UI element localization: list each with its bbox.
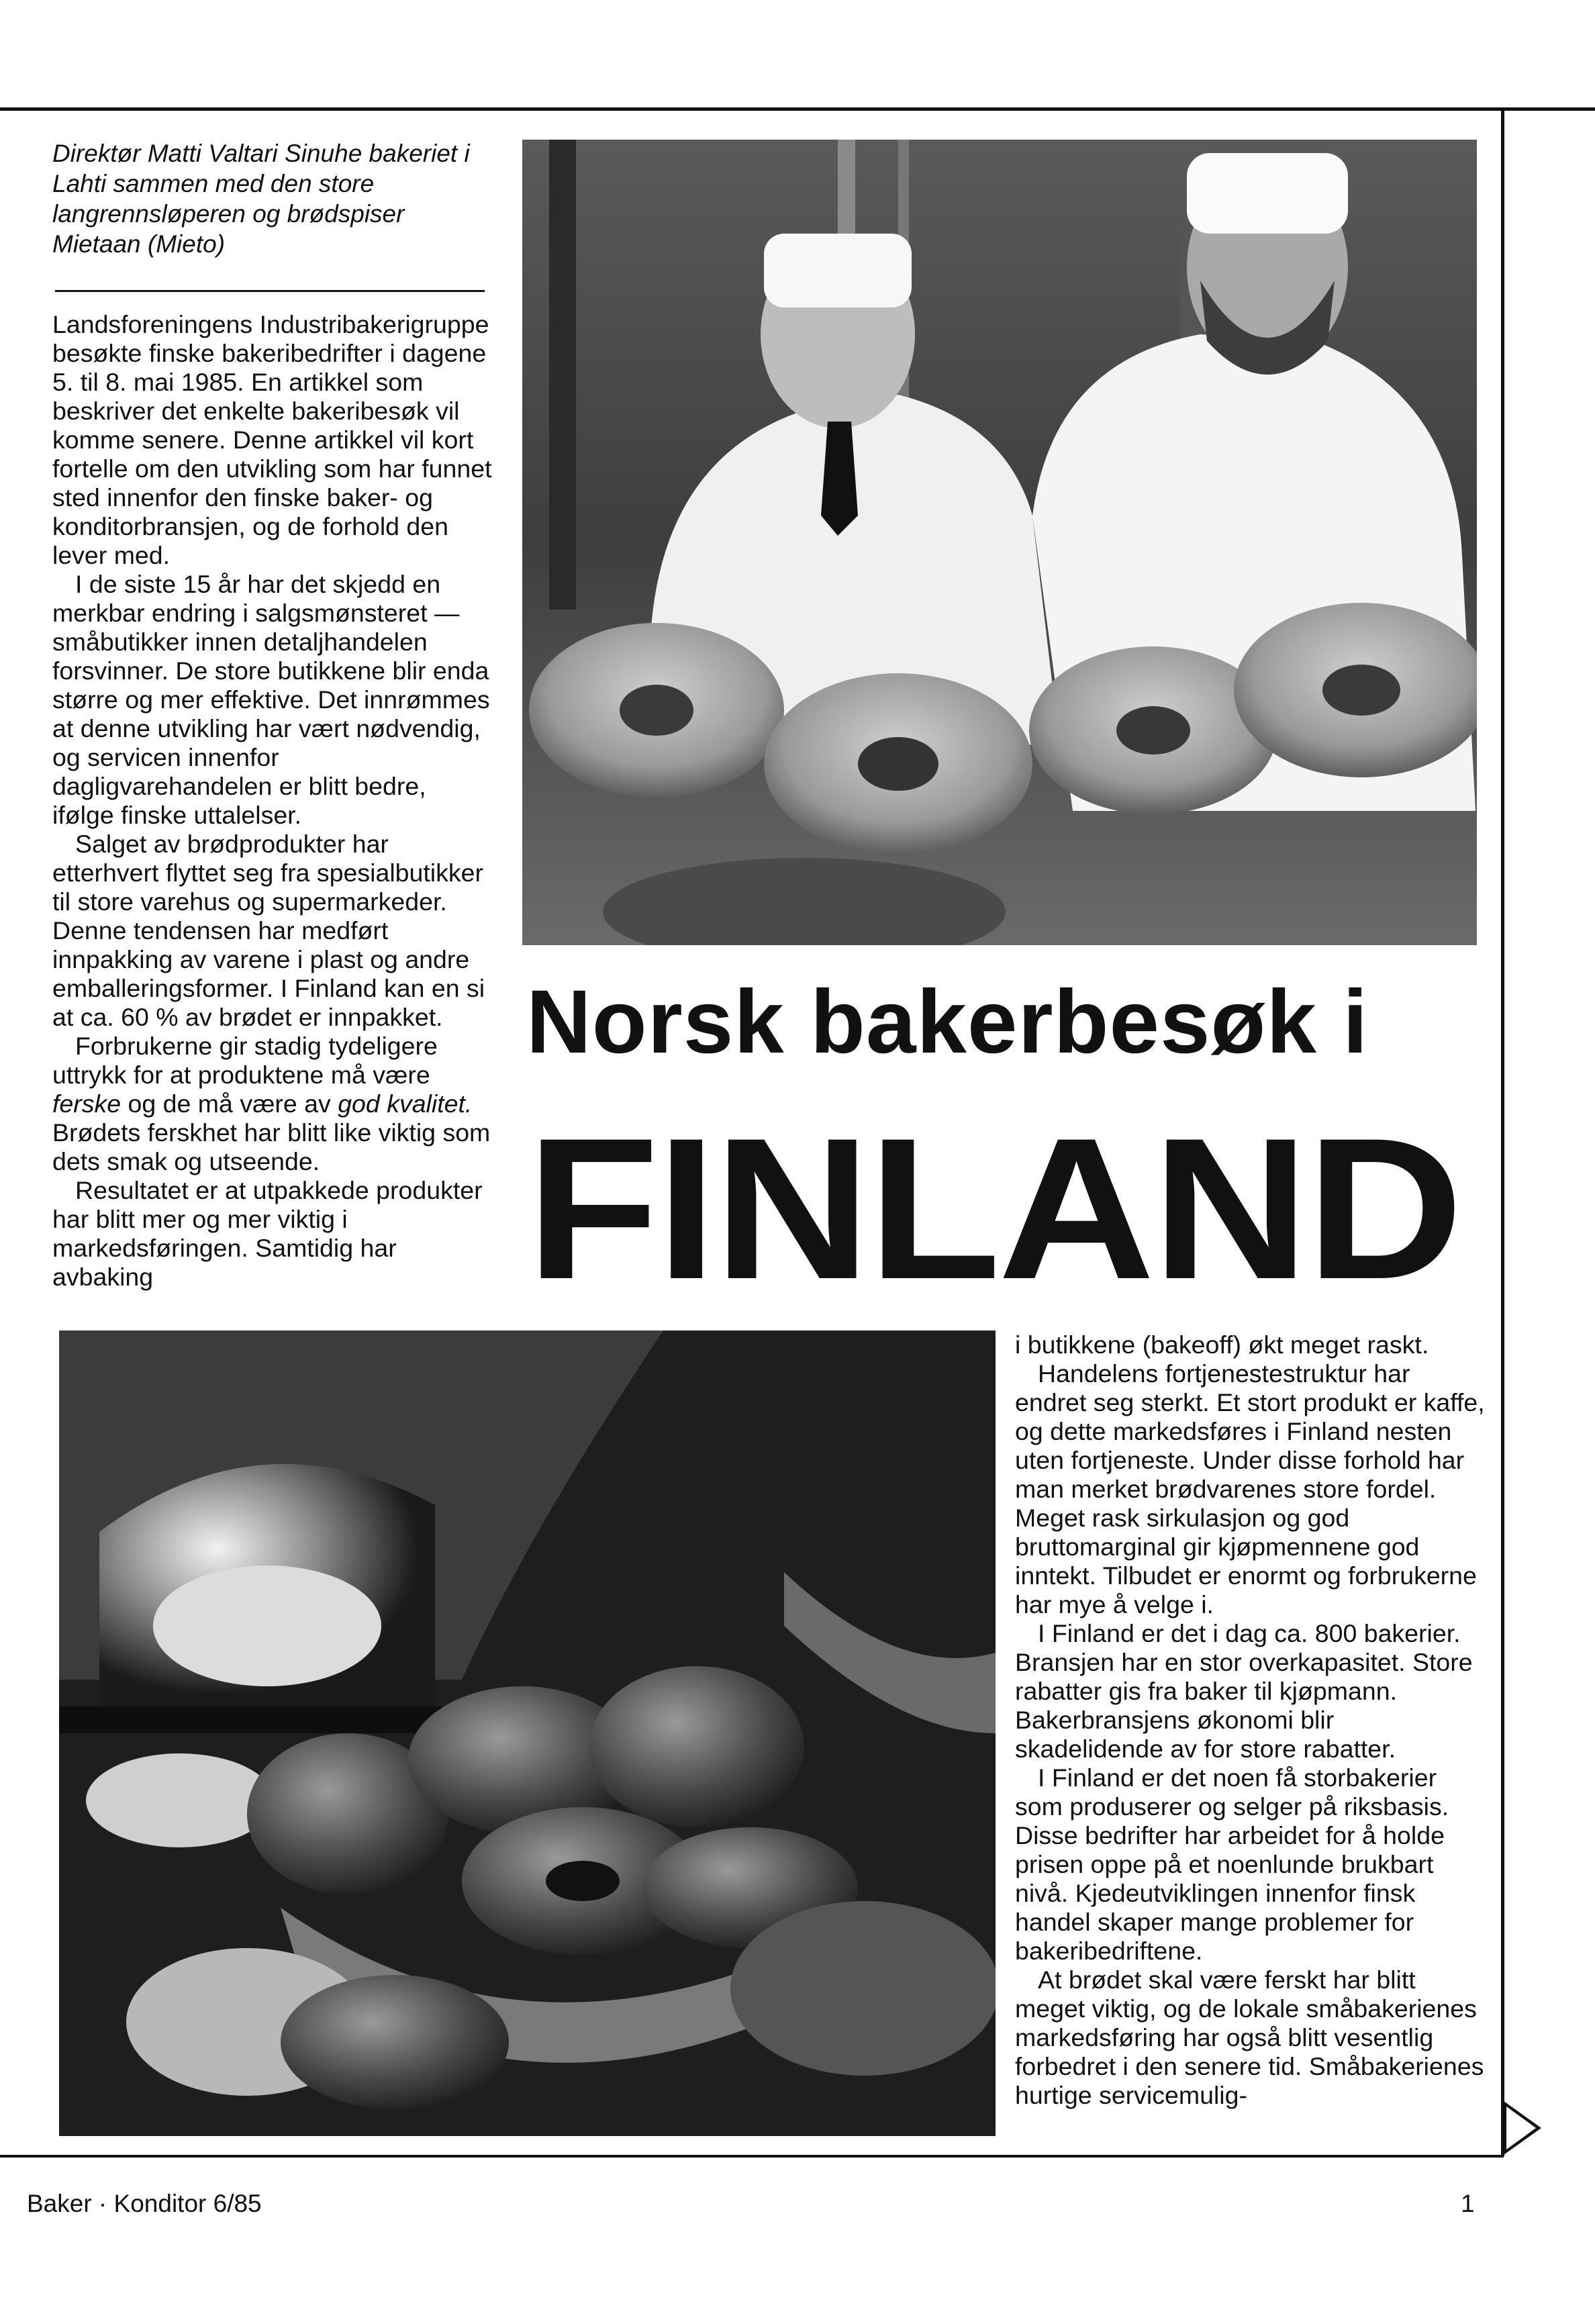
article-column-right — [1015, 1330, 1485, 2110]
bottom-rule — [0, 2155, 1504, 2158]
top-rule — [0, 107, 1595, 111]
emphasis-quality: god kvalitet. — [338, 1090, 473, 1118]
paragraph: Resultatet er at utpakkede produkter har blitt mer og mer viktig i markedsføringen. Samtidig har avbaking — [52, 1176, 483, 1291]
photo-caption: Direktør Matti Valtari Sinuhe bakeriet i Lahti sammen med den store langrennsløperen og brødspiser Mietaan (Mieto) — [52, 140, 470, 258]
paragraph: I Finland er det i dag ca. 800 bakerier. Bransjen har en stor overkapasitet. Store rabatter gis fra baker til kjøpmann. Bakerbransjens økonomi blir skadelidende av for store rabatter. — [1015, 1619, 1473, 1763]
caption-divider — [55, 290, 485, 292]
bakers-photo — [522, 140, 1477, 945]
paragraph: Landsforeningens Industribakerigruppe besøkte finske bakeribedrifter i dagene 5. til 8. mai 1985. En artikkel som beskriver det enkelte bakeribesøk vil komme senere. Denne artikkel vil kort fortelle om den utvikling som har funnet sted innenfor den finske baker- og konditorbransjen, og de forhold den lever med. — [52, 310, 492, 569]
text-run: og de må være av — [121, 1090, 338, 1118]
paragraph: i butikkene (bakeoff) økt meget raskt. — [1015, 1330, 1429, 1359]
paragraph — [52, 1032, 494, 1176]
paragraph: At brødet skal være ferskt har blitt meget viktig, og de lokale småbakerienes markedsføring har også blitt vesentlig forbedret i den senere tid. Småbakerienes hurtige servicemulig- — [1015, 1966, 1484, 2109]
headline-country: FINLAND — [526, 1096, 1461, 1321]
paragraph: I de siste 15 år har det skjedd en merkbar endring i salgsmønsteret — småbutikker innen detaljhandelen forsvinner. De store butikkene blir enda større og mer effektive. Det innrømmes at denne utvikling har vært nødvendig, og servicen innenfor dagligvarehandelen er blitt bedre, ifølge finske uttalelser. — [52, 570, 490, 829]
text-run: Brødets ferskhet har blitt like viktig som dets smak og utseende. — [52, 1118, 491, 1175]
text-run: Forbrukerne gir stadig tydeligere uttrykk for at produktene må være — [52, 1032, 438, 1089]
bread-basket-photo — [59, 1330, 996, 2136]
publication-footer: Baker · Konditor 6/85 — [27, 2190, 262, 2217]
paragraph: Handelens fortjenestestruktur har endret seg sterkt. Et stort produkt er kaffe, og dette markedsføres i Finland nesten uten fortjeneste. Under disse forhold har man merket brødvarenes store fordel. Meget rask sirkulasjon og god bruttomarginal gir kjøpmennene god inntekt. Tilbudet er enormt og forbrukerne har mye å velge i. — [1015, 1359, 1485, 1618]
continue-arrow-icon — [1504, 2101, 1541, 2155]
headline: Norsk bakerbesøk i — [526, 972, 1369, 1072]
paragraph: I Finland er det noen få storbakerier som produserer og selger på riksbasis. Disse bedrifter har arbeidet for å holde prisen oppe på et noenlunde brukbart nivå. Kjedeutviklingen innenfor finsk handel skaper mange problemer for bakeribedriftene. — [1015, 1763, 1449, 1965]
page-number: 1 — [1461, 2190, 1475, 2217]
article-column-left — [52, 310, 494, 1292]
emphasis-fresh: ferske — [52, 1090, 122, 1118]
paragraph: Salget av brødprodukter har etterhvert flyttet seg fra spesialbutikker til store varehus og supermarkeder. Denne tendensen har medført innpakking av varene i plast og andre emballeringsformer. I Finland kan en si at ca. 60 % av brødet er innpakket. — [52, 830, 485, 1031]
